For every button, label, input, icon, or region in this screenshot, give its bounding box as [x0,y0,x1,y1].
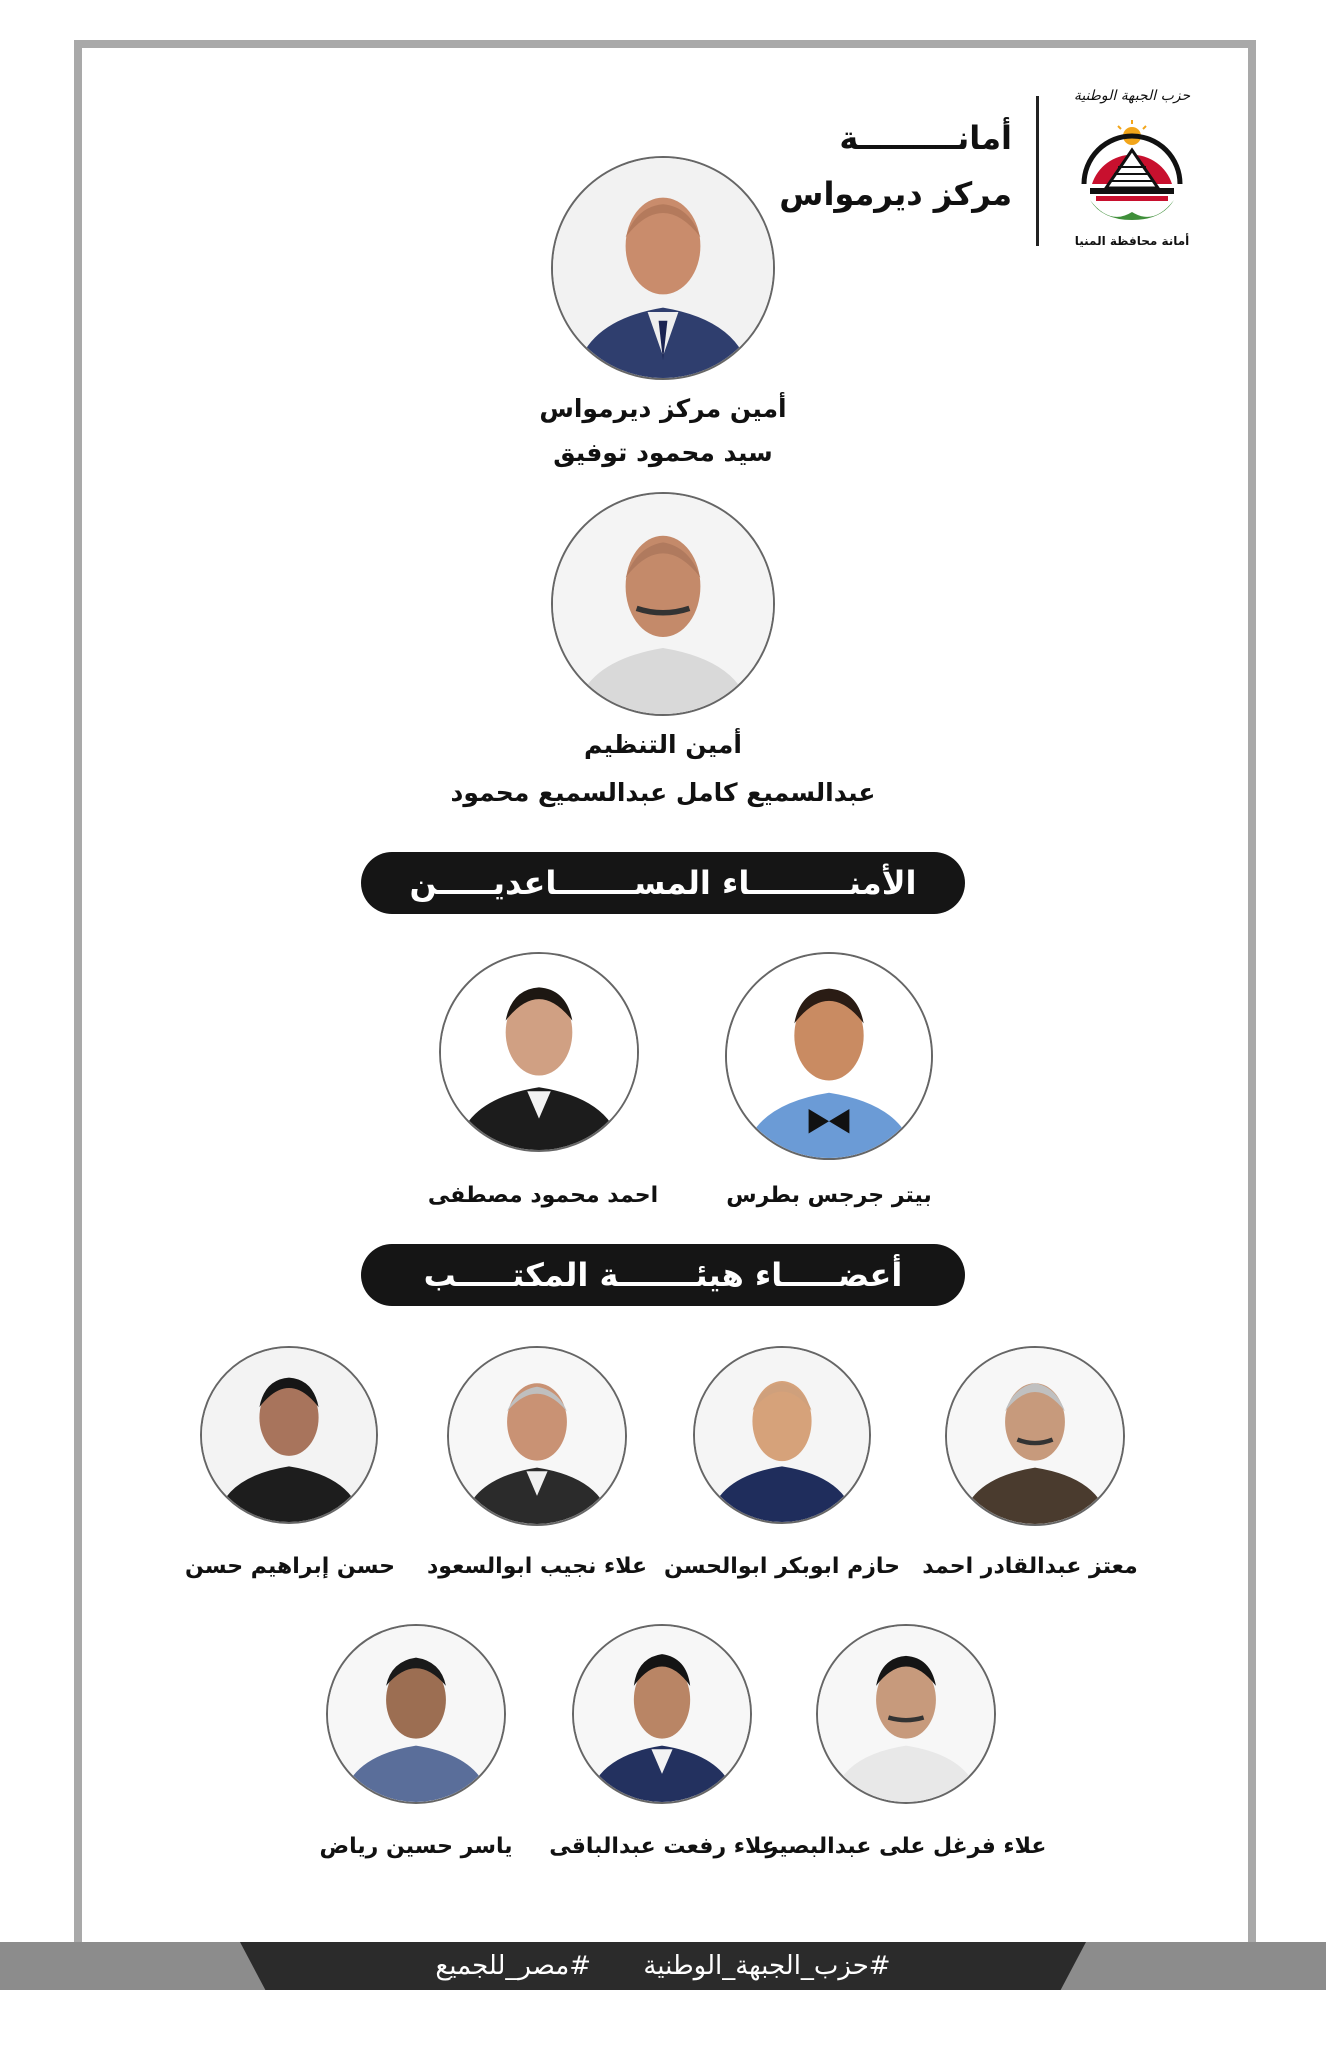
member-photo-5 [816,1624,996,1804]
person-portrait-icon [553,494,773,714]
leader-role-2: أمين التنظيم [584,730,742,759]
leader-role-1: أمين مركز ديرمواس [539,394,787,423]
member-name-2: حازم ابوبكر ابوالحسن [664,1554,900,1579]
logo-emblem-icon [1070,88,1194,248]
person-portrait-icon [202,1348,376,1522]
member-name-7: ياسر حسين رياض [319,1834,513,1859]
office-section-title: أعضـــــاء هيئـــــــة المكتـــــب [361,1244,965,1306]
party-logo [1070,88,1194,248]
person-portrait-icon [695,1348,869,1522]
footer-hashtag-1: #حزب_الجبهة_الوطنية [643,1951,891,1981]
member-name-1: معتز عبدالقادر احمد [922,1554,1138,1579]
page-title [779,110,1012,222]
leader-photo-1 [551,156,775,380]
person-portrait-icon [574,1626,750,1802]
member-name-6: علاء رفعت عبدالباقى [549,1834,777,1859]
member-photo-7 [326,1624,506,1804]
footer-hashtag-2: #مصر_للجميع [435,1951,592,1981]
logo-caption: أمانة محافظة المنيا [1074,234,1190,248]
person-portrait-icon [328,1626,504,1802]
leader-photo-2 [551,492,775,716]
member-name-3: علاء نجيب ابوالسعود [427,1554,647,1579]
leader-name-1: سيد محمود توفيق [553,438,773,467]
person-portrait-icon [947,1348,1123,1524]
logo-party-name: حزب الجبهة الوطنية [1073,88,1191,104]
person-portrait-icon [818,1626,994,1802]
footer-hashtags [240,1942,1086,1990]
assistant-name-2: احمد محمود مصطفى [427,1183,659,1208]
assistant-photo-2 [439,952,639,1152]
title-line-1: أمانـــــــــة [839,119,1012,157]
person-portrait-icon [441,954,637,1150]
assistant-photo-1 [725,952,933,1160]
title-line-2: مركز ديرمواس [779,175,1012,213]
person-portrait-icon [449,1348,625,1524]
person-portrait-icon [553,158,773,378]
assistant-name-1: بيتر جرجس بطرس [726,1183,932,1208]
member-name-5: علاء فرغل على عبدالبصير [765,1834,1047,1859]
member-photo-2 [693,1346,871,1524]
member-photo-1 [945,1346,1125,1526]
member-name-4: حسن إبراهيم حسن [185,1554,395,1579]
member-photo-6 [572,1624,752,1804]
member-photo-3 [447,1346,627,1526]
header-divider [1036,96,1039,246]
person-portrait-icon [727,954,931,1158]
member-photo-4 [200,1346,378,1524]
assistants-section-title: الأمنـــــــــاء المســـــــاعديـــــن [361,852,965,914]
leader-name-2: عبدالسميع كامل عبدالسميع محمود [450,778,876,807]
